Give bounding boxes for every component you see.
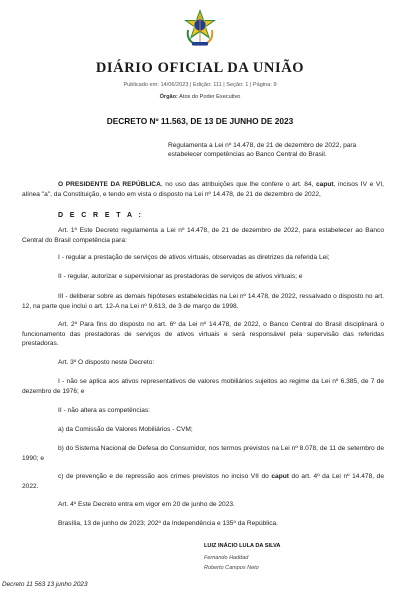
preamble-part-b: , incisos IV e VI, alínea "a", da Constituição, e tendo em vista o disposto na Lei nº 14.478, de 21 de dezembro de 2022, xyxy=(22,181,384,198)
article-2: Art. 2º Para fins do disposto no art. 6º da Lei nº 14.478, de 2022, o Banco Central do Brasil disciplinará o funcionamento das prestadoras de serviços de ativos virtuais e será responsável pela supervisão das referidas prestadoras. xyxy=(22,321,384,347)
decree-ementa: Regulamenta a Lei nº 14.478, de 21 de dezembro de 2022, para estabelecer competências ao Banco Central do Brasil. xyxy=(168,142,357,159)
article-1-item-iii: III - deliberar sobre as demais hipóteses estabelecidas na Lei nº 14.478, de 2022, ressalvado o disposto no art. 12, na parte que inclui o art. 12-A na Lei nº 9.613, de 3 de março de 1998. xyxy=(22,293,384,310)
article-1: Art. 1º Este Decreto regulamenta a Lei nº 14.478, de 21 de dezembro de 2022, para estabelecer ao Banco Central do Brasil competência para: xyxy=(22,227,384,244)
image-caption: Decreto 11 563 13 junho 2023 xyxy=(2,581,88,588)
article-1-item-ii: II - regular, autorizar e supervisionar as prestadoras de serviços de ativos virtuais; e xyxy=(58,273,303,280)
signature-minister-2: Roberto Campos Neto xyxy=(204,565,259,571)
signature-president: LUIZ INÁCIO LULA DA SILVA xyxy=(204,543,281,549)
organ-label: Órgão: xyxy=(159,94,178,100)
article-3-item-i: I - não se aplica aos ativos representativos de valores mobiliários sujeitos ao regime da Lei nº 6.385, de 7 de dezembro de 1976; e xyxy=(22,378,384,395)
preamble-lead: O PRESIDENTE DA REPÚBLICA xyxy=(58,181,161,188)
signature-minister-1: Fernando Haddad xyxy=(204,555,249,561)
article-3-item-c-caput: caput xyxy=(271,473,289,480)
closing-line: Brasília, 13 de junho de 2023; 202º da Independência e 135º da República. xyxy=(58,520,279,527)
article-3-item-c-part-b: do art. 4º da Lei nº 14.478, de 2022. xyxy=(22,473,384,490)
article-1-item-i: I - regular a prestação de serviços de ativos virtuais, observadas as diretrizes da referida Lei; xyxy=(58,254,330,261)
brazil-coat-of-arms-icon xyxy=(183,8,217,48)
organ-value: Atos do Poder Executivo xyxy=(179,94,241,100)
preamble-caput: caput xyxy=(316,181,334,188)
article-3-item-c xyxy=(22,472,384,491)
article-3-item-a: a) da Comissão de Valores Mobiliários - CVM; xyxy=(58,426,193,433)
organ-line xyxy=(0,94,400,100)
article-3-item-c-part-a: c) de prevenção e de repressão aos crimes previstos no inciso VII do xyxy=(58,473,269,480)
publication-info: Publicado em: 14/06/2023 | Edição: 111 | Seção: 1 | Página: 9 xyxy=(123,82,277,88)
article-4: Art. 4º Este Decreto entra em vigor em 20 de junho de 2023. xyxy=(58,501,235,508)
preamble-part-a: , no uso das atribuições que lhe confere o art. 84, xyxy=(160,181,314,188)
preamble-paragraph xyxy=(22,180,384,199)
newspaper-title: DIÁRIO OFICIAL DA UNIÃO xyxy=(95,60,305,76)
article-3-item-ii: II - não altera as competências: xyxy=(58,407,150,414)
article-3: Art. 3º O disposto neste Decreto: xyxy=(58,359,155,366)
decreta-heading: D E C R E T A : xyxy=(58,212,144,219)
article-3-item-b: b) do Sistema Nacional de Defesa do Consumidor, nos termos previstos na Lei nº 8.078, de 11 de setembro de 1990; e xyxy=(22,445,384,462)
decree-title: DECRETO Nº 11.563, DE 13 DE JUNHO DE 2023 xyxy=(106,116,294,126)
